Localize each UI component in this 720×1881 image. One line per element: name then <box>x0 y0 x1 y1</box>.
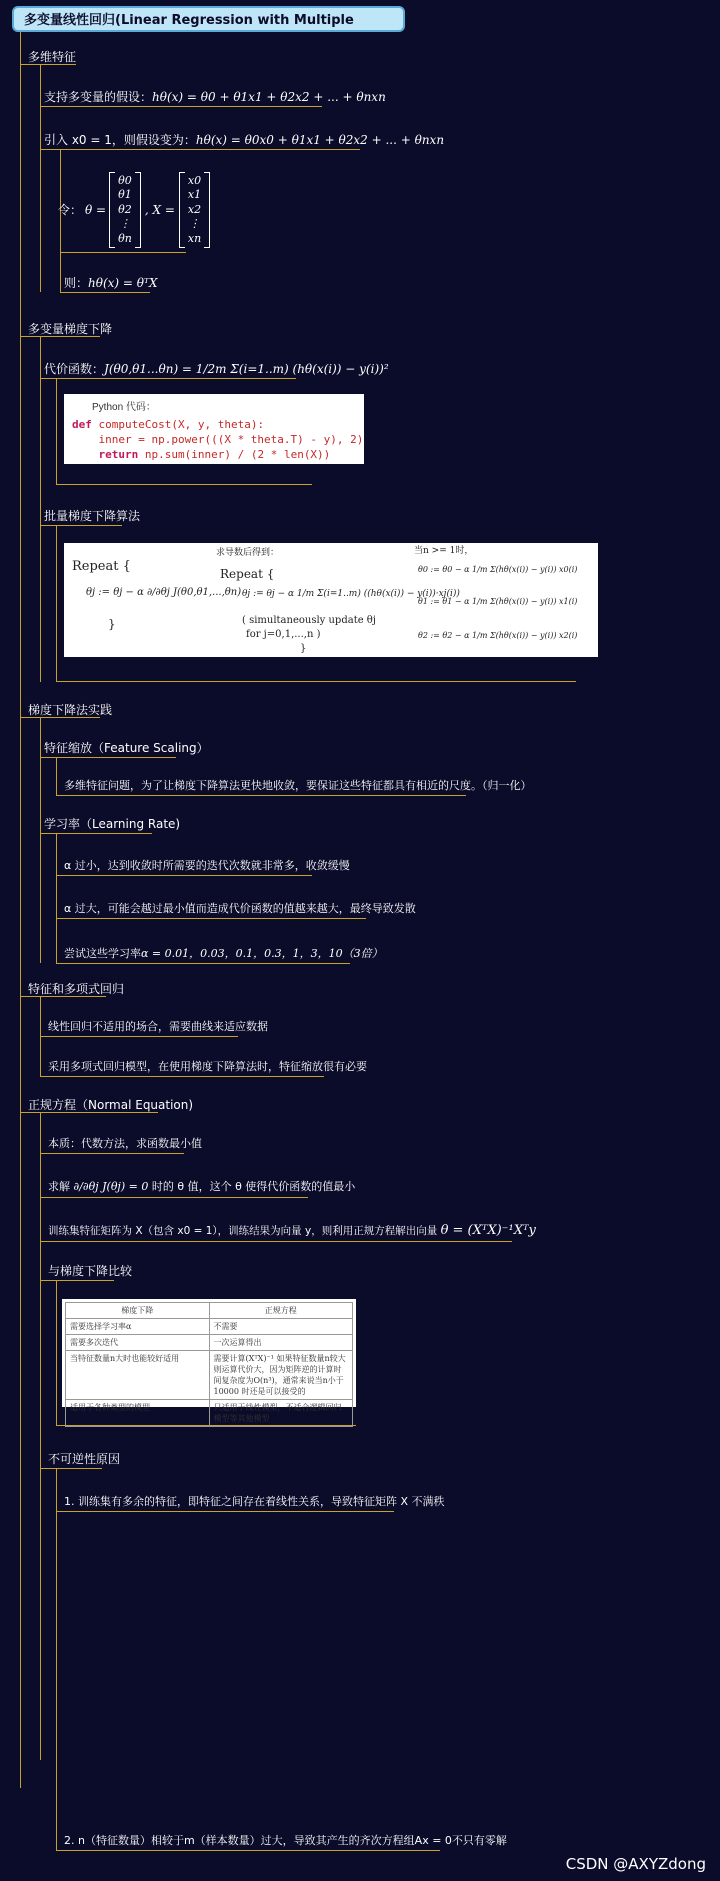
non-invertible-reason-1: 1. 训练集有多余的特征，即特征之间存在着线性关系，导致特征矩阵 X 不满秩 <box>64 1495 445 1508</box>
node-cost-function <box>44 360 389 378</box>
table-cell: 适用于各种类型的模型 <box>66 1400 210 1427</box>
code-line-1 <box>72 417 356 432</box>
x0-label: 引入 x0 = 1，则假设变为： <box>44 133 196 147</box>
lr-candidates-label: 尝试这些学习率 <box>64 947 141 960</box>
section-gd-practice-title: 梯度下降法实践 <box>28 703 113 717</box>
learning-rate-title: 学习率（Learning Rate) <box>44 817 181 831</box>
code-return-text: np.sum(inner) / (2 * len(X)) <box>138 448 331 461</box>
theta-eq: θ = <box>85 203 107 217</box>
table-cell: 不需要 <box>209 1319 353 1335</box>
ne-derivative <box>48 1178 355 1196</box>
code-title: Python 代码： <box>92 402 156 413</box>
ne-derivative-label: 求解 <box>48 1180 70 1193</box>
table-cell: 需要多次迭代 <box>66 1335 210 1351</box>
update-rule-1: θj := θj − α ∂/∂θj J(θ0,θ1,...,θn) <box>86 587 242 598</box>
ne-solution <box>48 1222 536 1240</box>
theta-vector-entry: θ0 <box>118 173 132 187</box>
theta-vector-entry: θn <box>118 231 132 245</box>
n-ge-1-header: 当n >= 1时， <box>414 546 474 556</box>
x0-formula: hθ(x) = θ0x0 + θ1x1 + θ2x2 + ... + θnxn <box>195 133 445 147</box>
close-2: } <box>300 643 307 654</box>
lr-candidates <box>64 945 383 963</box>
table-cell: 需要选择学习率α <box>66 1319 210 1335</box>
x-vector <box>179 172 210 248</box>
for-j-range: for j=0,1,...,n ) <box>246 629 321 640</box>
table-header-cell: 梯度下降 <box>66 1303 210 1319</box>
watermark: CSDN @AXYZdong <box>565 1855 706 1873</box>
theta-t-x-formula: hθ(x) = θᵀX <box>88 276 158 290</box>
ne-solution-label: 训练集特征矩阵为 X（包含 x0 = 1），训练结果为向量 y，则利用正规方程解出向量 <box>48 1225 438 1237</box>
compare-title: 与梯度下降比较 <box>48 1264 133 1278</box>
non-invertible-reason-2: 2. n（特征数量）相较于m（样本数量）过大，导致其产生的齐次方程组Ax = 0不只有零解 <box>64 1834 507 1847</box>
theta0-update: θ0 := θ0 − α 1/m Σ(hθ(x(i)) − y(i)) x0(i) <box>418 565 578 574</box>
section-gradient-descent-title: 多变量梯度下降 <box>28 322 113 336</box>
x-vector-entry: x0 <box>187 173 202 187</box>
theta-vector-entry: ⋮ <box>119 217 131 231</box>
then-label: 则： <box>64 276 89 290</box>
table-cell: 一次运算得出 <box>209 1335 353 1351</box>
theta-vector <box>109 172 141 248</box>
comparison-table-box <box>62 1299 356 1423</box>
cost-label: 代价函数： <box>44 362 105 376</box>
code-return-keyword: return <box>98 448 139 461</box>
table-row <box>66 1400 353 1427</box>
comparison-table <box>65 1302 353 1427</box>
theta1-update: θ1 := θ1 − α 1/m Σ(hθ(x(i)) − y(i)) x1(i) <box>418 597 578 606</box>
code-def-text: computeCost(X, y, theta): <box>91 418 265 431</box>
table-cell: 需要计算(XᵀX)⁻¹ 如果特征数量n较大则运算代价大，因为矩阵逆的计算时间复杂度为O(n³)，通常来说当n小于 10000 时还是可以接受的 <box>209 1351 353 1400</box>
code-def-keyword: def <box>72 418 92 431</box>
ne-solution-formula: θ = (XᵀX)⁻¹Xᵀy <box>440 1223 536 1238</box>
table-cell: 只适用于线性模型，不适合逻辑回归模型等其他模型 <box>209 1400 353 1427</box>
x-eq: , X = <box>144 203 175 217</box>
section-polynomial-title: 特征和多项式回归 <box>28 982 125 996</box>
simultaneous-update: ( simultaneously update θj <box>242 615 376 626</box>
feature-scaling-title: 特征缩放（Feature Scaling） <box>44 741 209 755</box>
code-block <box>64 394 364 464</box>
repeat-2: Repeat { <box>220 567 275 581</box>
batch-gd-image <box>64 543 598 657</box>
hypothesis-formula: hθ(x) = θ0 + θ1x1 + θ2x2 + ... + θnxn <box>152 90 386 104</box>
polynomial-note-2: 采用多项式回归模型，在使用梯度下降算法时，特征缩放很有必要 <box>48 1060 367 1073</box>
table-row <box>66 1335 353 1351</box>
feature-scaling-text: 多维特征问题，为了让梯度下降算法更快地收敛，要保证这些特征都具有相近的尺度。（归一化） <box>64 779 532 792</box>
close-1: } <box>108 617 116 631</box>
derivative-header: 求导数后得到： <box>216 548 280 558</box>
cost-formula: J(θ0,θ1...θn) = 1/2m Σ(i=1..m) (hθ(x(i)) − y(i))² <box>104 362 389 376</box>
polynomial-note-1: 线性回归不适用的场合，需要曲线来适应数据 <box>48 1020 268 1033</box>
update-rule-2: θj := θj − α 1/m Σ(i=1..m) ((hθ(x(i)) − y(i))·xj(i)) <box>242 589 460 599</box>
batch-gd-title: 批量梯度下降算法 <box>44 509 141 523</box>
theta-vector-entry: θ2 <box>118 202 132 216</box>
theta2-update: θ2 := θ2 − α 1/m Σ(hθ(x(i)) − y(i)) x2(i) <box>418 631 578 640</box>
theta-vector-entry: θ1 <box>118 188 132 202</box>
code-line-2: inner = np.power(((X * theta.T) - y), 2) <box>72 433 364 446</box>
node-vectors <box>58 170 210 250</box>
lr-too-small: α 过小，达到收敛时所需要的迭代次数就非常多，收敛缓慢 <box>64 859 350 872</box>
table-cell: 当特征数量n大时也能较好适用 <box>66 1351 210 1400</box>
table-row <box>66 1351 353 1400</box>
x-vector-entry: x2 <box>187 202 202 216</box>
section-multi-features-title: 多维特征 <box>28 50 77 64</box>
ne-derivative-formula: ∂/∂θj J(θj) = 0 <box>73 1180 149 1193</box>
node-theta-t-x <box>64 274 158 292</box>
table-header-cell: 正规方程 <box>209 1303 353 1319</box>
node-x0 <box>44 131 444 149</box>
node-hypothesis <box>44 88 386 106</box>
non-invertible-title: 不可逆性原因 <box>48 1452 121 1466</box>
x-vector-entry: ⋮ <box>189 217 201 231</box>
x-vector-entry: xn <box>187 231 202 245</box>
ne-derivative-desc: 时的 θ 值，这个 θ 使得代价函数的值最小 <box>151 1180 356 1193</box>
lr-candidates-values: α = 0.01，0.03，0.1，0.3，1，3，10（3倍） <box>141 947 383 960</box>
root-title: 多变量线性回归(Linear Regression with Multiple Variables) <box>12 6 405 32</box>
section-normal-equation-title: 正规方程（Normal Equation) <box>28 1098 194 1112</box>
repeat-1: Repeat { <box>72 559 131 574</box>
table-row <box>66 1319 353 1335</box>
hypothesis-label: 支持多变量的假设： <box>44 90 153 104</box>
lr-too-large: α 过大，可能会越过最小值而造成代价函数的值越来越大，最终导致发散 <box>64 902 416 915</box>
code-line-3 <box>72 447 356 462</box>
x-vector-entry: x1 <box>187 188 202 202</box>
ne-essence: 本质：代数方法，求函数最小值 <box>48 1137 202 1150</box>
vectors-label: 令： <box>58 203 83 217</box>
